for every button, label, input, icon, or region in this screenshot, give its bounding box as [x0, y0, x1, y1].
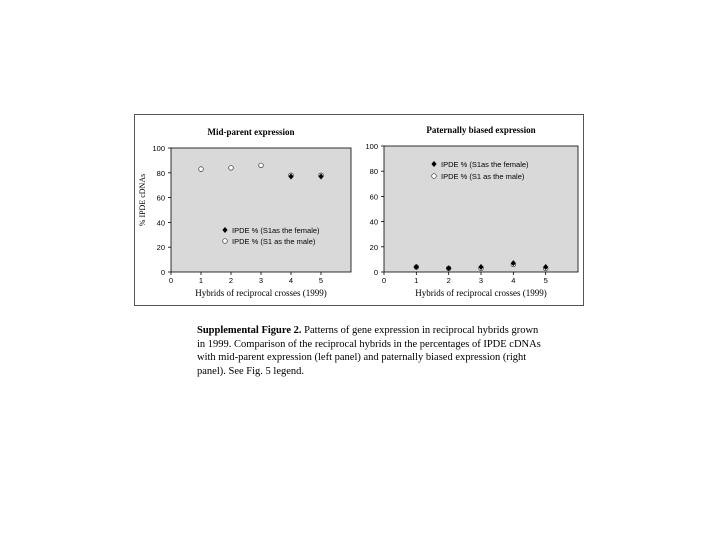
panel1-x-axis-label: Hybrids of reciprocal crosses (1999) [195, 288, 327, 298]
panel1-y-tick-label: 100 [152, 144, 165, 153]
panel1-legend-label: IPDE % (S1 as the male) [232, 237, 316, 246]
panel2-x-tick-label: 4 [511, 276, 516, 285]
panel1-legend-marker [223, 239, 228, 244]
panel1-legend-label: IPDE % (S1as the female) [232, 226, 320, 235]
panel2-chart-title: Paternally biased expression [426, 125, 536, 135]
figure-caption [197, 324, 542, 378]
panel1-x-tick-label: 3 [258, 276, 264, 285]
panel1-chart-title: Mid-parent expression [207, 127, 295, 137]
panel1-x-tick-label: 4 [288, 276, 294, 285]
panel2-y-tick-label: 60 [369, 192, 378, 202]
panel2-legend-label: IPDE % (S1as the female) [441, 160, 529, 169]
panel2-y-tick-label: 0 [373, 268, 378, 277]
panel2-y-tick-label: 20 [369, 242, 378, 252]
panel1-x-tick-label: 1 [198, 276, 204, 285]
panel2-x-tick-label: 1 [414, 276, 419, 285]
panel2-y-tick-label: 40 [369, 217, 378, 227]
caption-label: Supplemental Figure 2. [197, 325, 302, 336]
panel1-y-tick-label: 80 [156, 168, 165, 178]
panel1-series2-point [199, 167, 204, 172]
panel1-y-axis-label: % IPDE cDNAs [138, 173, 147, 227]
panel1-y-tick-label: 0 [160, 268, 165, 277]
panel2-y-tick-label: 100 [365, 142, 378, 151]
caption-text: Patterns of gene expression in reciprocal hybrids grown in 1999. Comparison of the reciprocal hybrids in the percentages of IPDE cDNAs with mid-parent expression (left panel) and paternally biased expression (right panel). See Fig. 5 legend. [197, 325, 541, 377]
panel1-x-tick-label: 0 [168, 276, 174, 285]
panel2-y-tick-label: 80 [369, 167, 378, 177]
panel1-y-tick-label: 60 [156, 193, 165, 203]
panel1-series2-point [229, 166, 234, 171]
panel1-x-tick-label: 2 [228, 276, 234, 285]
panel2-x-tick-label: 3 [478, 276, 484, 285]
panel2-legend-marker [432, 174, 437, 179]
panel2-x-tick-label: 5 [543, 276, 548, 285]
panel1-x-tick-label: 5 [318, 276, 324, 285]
panel1-series2-point [259, 163, 264, 168]
panel1-y-tick-label: 20 [156, 243, 165, 253]
panel1-y-tick-label: 40 [156, 218, 165, 228]
panel2-x-axis-label: Hybrids of reciprocal crosses (1999) [415, 288, 547, 298]
panel2-legend-label: IPDE % (S1 as the male) [441, 172, 525, 181]
panel2-x-tick-label: 0 [381, 276, 387, 285]
panel2-x-tick-label: 2 [446, 276, 451, 285]
